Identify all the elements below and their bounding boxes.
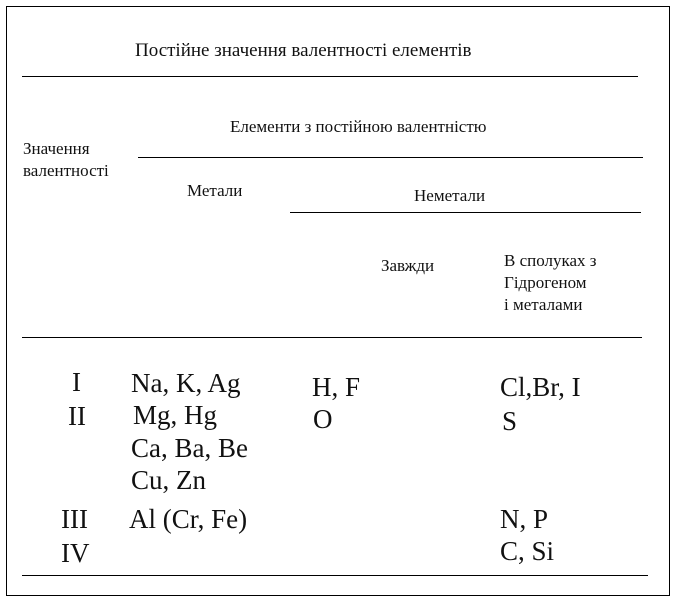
valence-header-line1: Значення [23, 139, 90, 158]
metals-cell: Mg, Hg [133, 400, 218, 430]
always-cell: O [313, 404, 333, 434]
bottom-divider [22, 575, 648, 576]
always-cell: H, F [312, 372, 361, 402]
metals-cell: Cu, Zn [131, 465, 207, 495]
always-header: Завжди [381, 256, 435, 275]
compounds-header-line3: і металами [504, 295, 583, 314]
page-title: Постійне значення валентності елементів [135, 40, 472, 61]
metals-header: Метали [187, 181, 243, 200]
valence-value: IV [61, 538, 90, 568]
valence-value: I [72, 367, 81, 397]
compounds-cell: C, Si [500, 536, 555, 566]
metals-cell: Al (Cr, Fe) [129, 504, 248, 534]
compounds-cell: S [502, 406, 518, 436]
nonmetals-divider [290, 212, 641, 213]
elements-header: Елементи з постійною валентністю [230, 117, 487, 136]
metals-cell: Ca, Ba, Be [131, 433, 248, 463]
header-divider [22, 337, 642, 338]
valence-header-line2: валентності [23, 161, 109, 180]
valence-value: III [61, 504, 88, 534]
metals-cell: Na, K, Ag [131, 368, 241, 398]
compounds-cell: Cl,Br, I [500, 372, 581, 402]
elements-divider [138, 157, 643, 158]
title-divider [22, 76, 638, 77]
compounds-header-line1: В сполуках з [504, 251, 597, 270]
compounds-header-line2: Гідрогеном [504, 273, 587, 292]
nonmetals-header: Неметали [414, 186, 486, 205]
valence-value: II [68, 401, 86, 431]
compounds-cell: N, P [500, 504, 549, 534]
